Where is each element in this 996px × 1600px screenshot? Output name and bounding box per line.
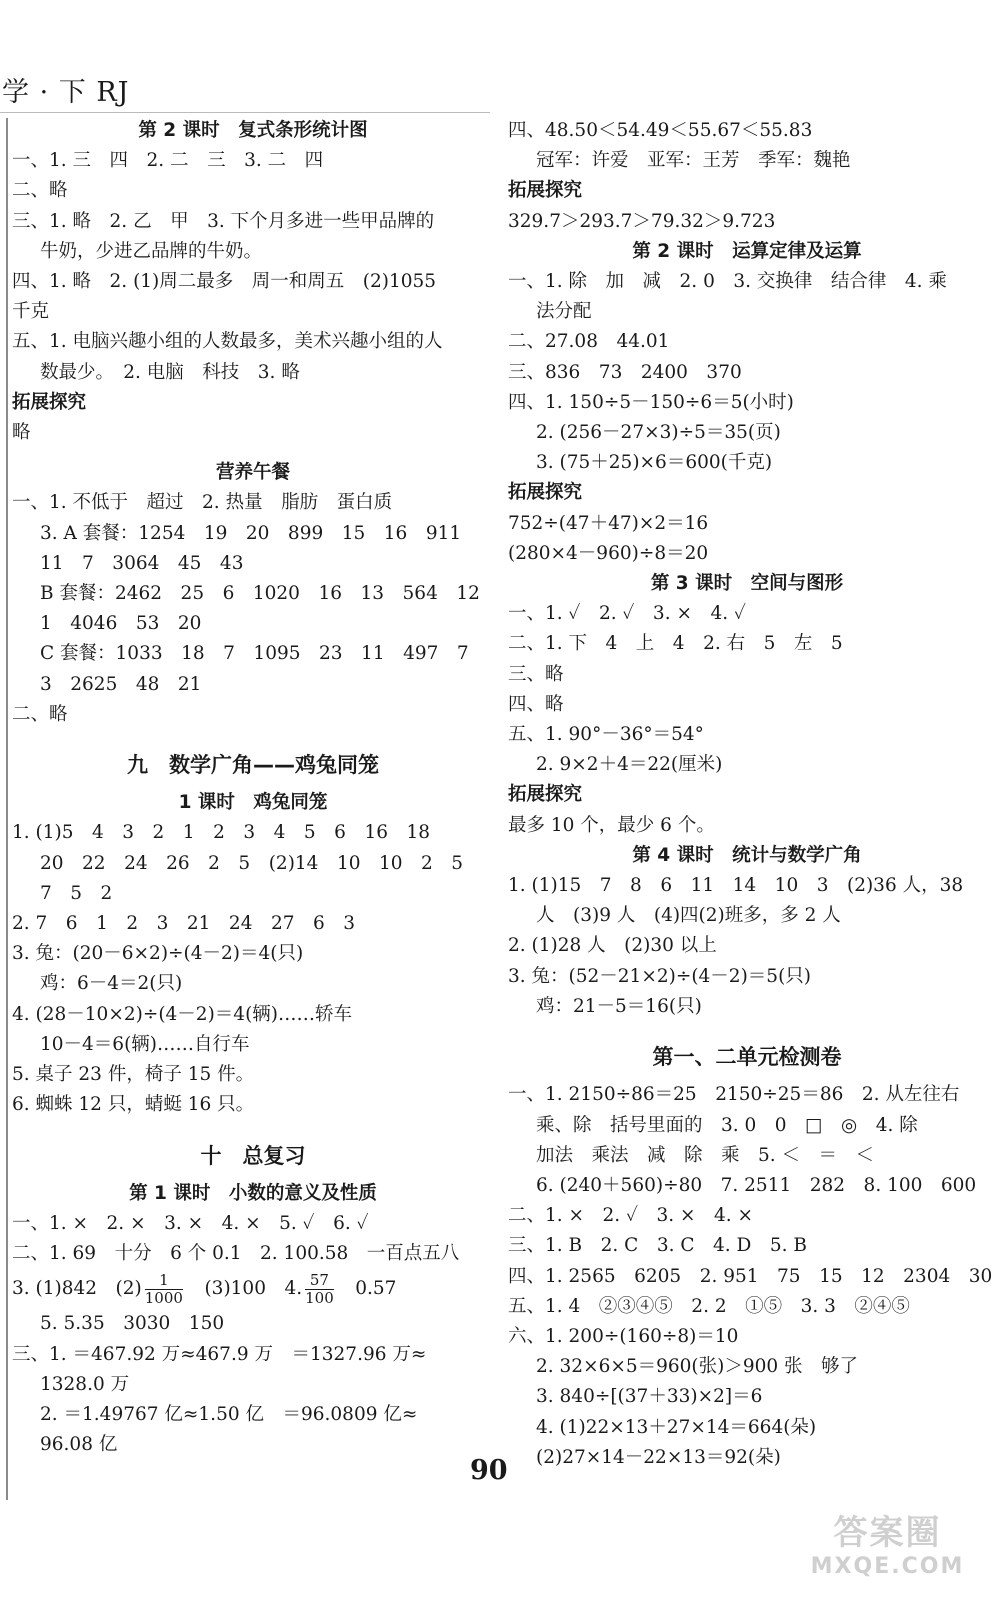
watermark-sub: MXQE.COM — [810, 1554, 965, 1579]
answer-line: 3. 兔：(20－6×2)÷(4－2)＝4(只) — [12, 943, 304, 965]
answer-line: 二、27.08 44.01 — [508, 331, 670, 353]
answer-line: 1. (1)5 4 3 2 1 2 3 4 5 6 16 18 — [12, 822, 431, 844]
answer-line: 329.7＞293.7＞79.32＞9.723 — [508, 210, 776, 232]
section-title: 第 1 课时 小数的意义及性质 — [129, 1182, 377, 1204]
answer-line: 三、836 73 2400 370 — [508, 361, 742, 383]
answer-text: (3)100 4. — [185, 1278, 303, 1300]
answer-line: 6. 蜘蛛 12 只，蜻蜓 16 只。 — [12, 1094, 255, 1116]
answer-line: 一、1. 不低于 超过 2. 热量 脂肪 蛋白质 — [12, 492, 393, 514]
answer-line: 冠军：许爱 亚军：王芳 季军：魏艳 — [536, 150, 851, 172]
left-column — [12, 116, 494, 1460]
answer-line: 5. 5.35 3030 150 — [40, 1313, 225, 1335]
answer-line: 最多 10 个，最少 6 个。 — [508, 814, 715, 836]
answer-line: 1. (1)15 7 8 6 11 14 10 3 (2)36 人，38 — [508, 875, 964, 897]
section-title: 营养午餐 — [215, 462, 290, 484]
answer-line: 3. 兔：(52－21×2)÷(4－2)＝5(只) — [508, 965, 812, 987]
answer-line: 一、1. 2150÷86＝25 2150÷25＝86 2. 从左往右 — [508, 1084, 960, 1106]
unit-title: 九 数学广角——鸡兔同笼 — [127, 753, 379, 778]
answer-line: 六、1. 200÷(160÷8)＝10 — [508, 1325, 739, 1347]
fraction-denominator: 1000 — [144, 1288, 183, 1307]
answer-line: 四、略 — [508, 693, 564, 715]
answer-line: 四、1. 2565 6205 2. 951 75 15 12 2304 30 — [508, 1265, 993, 1287]
right-column — [508, 116, 993, 1473]
answer-line: 二、略 — [12, 703, 68, 725]
answer-line: 752÷(47＋47)×2＝16 — [508, 512, 709, 534]
answer-line: 五、1. 电脑兴趣小组的人数最多，美术兴趣小组的人 — [12, 331, 443, 353]
answer-line: 2. 7 6 1 2 3 21 24 27 6 3 — [12, 913, 356, 935]
answer-line: 一、1. × 2. × 3. × 4. × 5. ✓ 6. ✓ — [12, 1212, 369, 1234]
answer-line: 4. (28－10×2)÷(4－2)＝4(辆)……轿车 — [12, 1003, 353, 1025]
answer-line: 二、1. 下 4 上 4 2. 右 5 左 5 — [508, 633, 843, 655]
answer-line: 四、48.50＜54.49＜55.67＜55.83 — [508, 120, 813, 141]
answer-line: 4. (1)22×13＋27×14＝664(朵) — [536, 1416, 817, 1438]
answer-line: 乘、除 括号里面的 3. 0 0 □ ◎ 4. 除 — [536, 1114, 918, 1136]
extension-heading: 拓展探究 — [508, 784, 583, 806]
answer-line: 一、1. 三 四 2. 二 三 3. 二 四 — [12, 150, 324, 172]
answer-line: (2)27×14－22×13＝92(朵) — [536, 1446, 781, 1468]
header-rule — [0, 112, 490, 113]
answer-line: 10－4＝6(辆)……自行车 — [40, 1033, 250, 1055]
answer-line: 三、1. B 2. C 3. C 4. D 5. B — [508, 1235, 807, 1257]
left-margin-rule — [6, 118, 8, 1500]
extension-heading: 拓展探究 — [508, 482, 583, 504]
answer-line: 1328.0 万 — [40, 1373, 130, 1395]
answer-line: 数最少。 2. 电脑 科技 3. 略 — [40, 361, 300, 383]
answer-line: 三、1. ＝467.92 万≈467.9 万 ＝1327.96 万≈ — [12, 1343, 427, 1365]
answer-line: 1 4046 53 20 — [40, 613, 202, 635]
answer-line-fractions — [12, 1269, 494, 1309]
fraction-denominator: 100 — [305, 1288, 334, 1307]
section-title: 第 3 课时 空间与图形 — [650, 573, 844, 595]
answer-line: 一、1. ✓ 2. ✓ 3. × 4. ✓ — [508, 603, 746, 625]
answer-line: 20 22 24 26 2 5 (2)14 10 10 2 5 — [40, 852, 464, 874]
answer-line: 2. ＝1.49767 亿≈1.50 亿 ＝96.0809 亿≈ — [40, 1403, 418, 1425]
answer-line: 二、1. × 2. ✓ 3. × 4. × — [508, 1205, 754, 1227]
answer-line: 3 2625 48 21 — [40, 673, 202, 695]
section-title: 1 课时 鸡兔同笼 — [178, 792, 328, 814]
unit-title: 十 总复习 — [200, 1143, 306, 1168]
answer-line: 3. A 套餐：1254 19 20 899 15 16 911 — [40, 522, 462, 544]
extension-heading: 拓展探究 — [12, 391, 87, 413]
fraction — [145, 1272, 183, 1307]
watermark-logo — [800, 1505, 975, 1595]
answer-line: 二、1. 69 十分 6 个 0.1 2. 100.58 一百点五八 — [12, 1243, 460, 1265]
watermark-main: 答案圈 — [833, 1513, 942, 1553]
fraction — [305, 1272, 334, 1307]
fraction-numerator: 57 — [305, 1272, 334, 1290]
answer-line: 五、1. 4 ②③④⑤ 2. 2 ①⑤ 3. 3 ②④⑤ — [508, 1295, 910, 1317]
page-number: 90 — [470, 1455, 508, 1486]
answer-line: 2. (256－27×3)÷5＝35(页) — [536, 422, 781, 444]
answer-line: 二、略 — [12, 180, 68, 202]
section-title: 第 2 课时 运算定律及运算 — [632, 240, 862, 262]
answer-line: 鸡：21－5＝16(只) — [536, 995, 702, 1017]
answer-line: 7 5 2 — [40, 882, 113, 904]
answer-line: 鸡：6－4＝2(只) — [40, 973, 183, 995]
page-header: 学 · 下 RJ — [2, 77, 130, 108]
section-title: 第一、二单元检测卷 — [652, 1045, 842, 1070]
answer-line: 2. 9×2＋4＝22(厘米) — [536, 754, 723, 776]
section-title: 第 2 课时 复式条形统计图 — [138, 120, 368, 141]
answer-text: 3. (1)842 (2) — [12, 1278, 142, 1300]
answer-line: 五、1. 90°－36°＝54° — [508, 724, 704, 746]
answer-line: 一、1. 除 加 减 2. 0 3. 交换律 结合律 4. 乘 — [508, 271, 947, 293]
fraction-numerator: 1 — [145, 1272, 183, 1290]
extension-heading: 拓展探究 — [508, 180, 583, 202]
answer-line: 3. (75＋25)×6＝600(千克) — [536, 452, 773, 474]
answer-line: 2. (1)28 人 (2)30 以上 — [508, 935, 717, 957]
answer-line: 四、1. 150÷5－150÷6＝5(小时) — [508, 391, 794, 413]
answer-line: 四、1. 略 2. (1)周二最多 周一和周五 (2)1055 — [12, 271, 437, 293]
answer-text: 0.57 — [336, 1278, 397, 1300]
answer-line: 牛奶，少进乙品牌的牛奶。 — [40, 240, 263, 262]
answer-line: 5. 桌子 23 件，椅子 15 件。 — [12, 1064, 255, 1086]
answer-line: 千克 — [12, 301, 50, 323]
answer-line: 6. (240＋560)÷80 7. 2511 282 8. 100 600 — [536, 1174, 977, 1196]
answer-line: (280×4－960)÷8＝20 — [508, 542, 709, 564]
section-title: 第 4 课时 统计与数学广角 — [632, 844, 862, 866]
answer-line: B 套餐：2462 25 6 1020 16 13 564 12 — [40, 583, 480, 605]
answer-line: 略 — [12, 422, 31, 444]
answer-line: 2. 32×6×5＝960(张)＞900 张 够了 — [536, 1356, 859, 1378]
answer-line: 加法 乘法 减 除 乘 5. ＜ ＝ ＜ — [536, 1144, 875, 1166]
answer-line: 11 7 3064 45 43 — [40, 552, 244, 574]
answer-line: C 套餐：1033 18 7 1095 23 11 497 7 — [40, 643, 469, 665]
answer-line: 96.08 亿 — [40, 1434, 118, 1456]
answer-line: 3. 840÷[(37＋33)×2]＝6 — [536, 1386, 763, 1408]
answer-line: 法分配 — [536, 301, 592, 323]
answer-line: 人 (3)9 人 (4)四(2)班多，多 2 人 — [536, 905, 841, 927]
answer-line: 三、1. 略 2. 乙 甲 3. 下个月多进一些甲品牌的 — [12, 210, 435, 232]
answer-line: 三、略 — [508, 663, 564, 685]
